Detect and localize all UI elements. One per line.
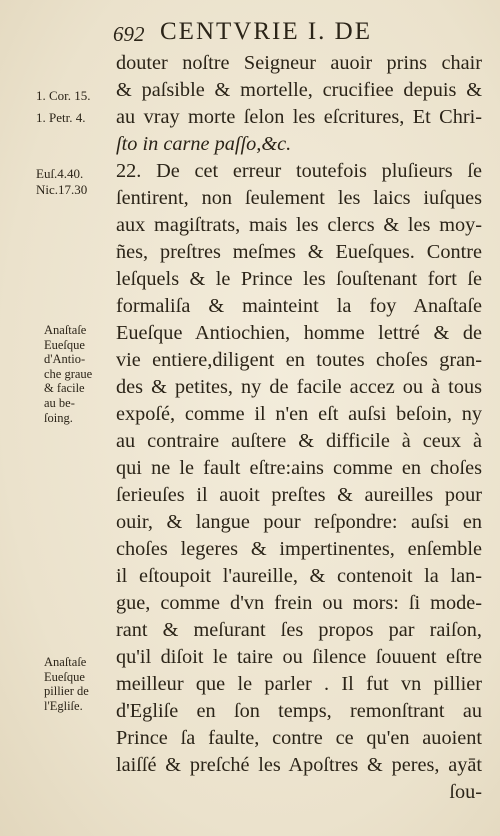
text-line: qu'il diſoit le taire ou ſilence ſouuent eſtre (116, 646, 482, 668)
page-number: 692 (113, 22, 145, 46)
text-line: choſes legeres & impertinentes, enſemble (116, 538, 482, 560)
text-line: gue, comme d'vn frein ou mors: ſi mode- (116, 592, 482, 614)
body-text (116, 50, 482, 806)
margin-ref-eus: Euſ.4.40. (36, 166, 84, 181)
text-line: Eueſque Antiochien, homme lettré & de (116, 322, 482, 344)
text-line: ñes, preſtres meſmes & Eueſques. Contre (116, 241, 482, 263)
margin-note-line: che graue (44, 366, 93, 381)
text-line: au vray morte ſelon les eſcritures, Et Chri- (116, 106, 482, 128)
text-line: ouir, & langue pour reſpondre: auſsi en (116, 511, 482, 533)
catchword: ſou- (449, 781, 482, 803)
text-line: formaliſa & mainteint la foy Anaſtaſe (116, 295, 482, 317)
text-line: vie entiere,diligent en toutes choſes gran- (116, 349, 482, 371)
margin-note-anastase-character (44, 323, 116, 425)
page-header (0, 18, 500, 48)
text-line: ſerieuſes il auoit preſtes & aureilles pour (116, 484, 482, 506)
text-line: Prince ſa faulte, contre ce qu'en auoient (116, 727, 482, 749)
running-title: CENTVRIE I. DE (160, 18, 372, 45)
margin-note-line: Eueſque (44, 669, 85, 684)
margin-note-line: Eueſque (44, 337, 85, 352)
text-line: des & petites, ny de facile accez ou à tous (116, 376, 482, 398)
text-line: expoſé, comme il n'en eſt auſsi beſoin, ny (116, 403, 482, 425)
text-line: ſto in carne paſſo,&c. (116, 133, 292, 155)
text-line: laiſſé & preſché les Apoſtres & peres, ayāt (116, 754, 482, 776)
margin-note-anastase-pillar (44, 655, 116, 713)
text-line: & paſsible & mortelle, crucifiee depuis & (116, 79, 482, 101)
margin-ref-1petr: 1. Petr. 4. (36, 110, 86, 125)
text-line: 22. De cet erreur toutefois pluſieurs ſe (116, 160, 482, 182)
text-line: douter noſtre Seigneur auoir prins chair (116, 52, 482, 74)
text-line: qui ne le fault eſtre:ains comme en choſes (116, 457, 482, 479)
margin-note-line: au be- (44, 395, 75, 410)
margin-note-line: ſoing. (44, 410, 73, 425)
margin-note-line: pillier de (44, 684, 89, 699)
margin-ref-nic: Nic.17.30 (36, 182, 88, 197)
margin-note-line: Anaſtaſe (44, 323, 87, 337)
text-line: ſentirent, non ſeulement les laics iuſques (116, 187, 482, 209)
margin-note-line: Anaſtaſe (44, 655, 87, 669)
margin-note-line: l'Egliſe. (44, 698, 83, 713)
text-line: d'Egliſe en ſon temps, remonſtrant au (116, 700, 482, 722)
text-line: il eſtoupoit l'aureille, & contenoit la lan- (116, 565, 482, 587)
text-line: leſquels & le Prince les ſouſtenant fort ſe (116, 268, 482, 290)
margin-note-line: & facile (44, 381, 85, 396)
text-line: aux magiſtrats, mais les clercs & les moy- (116, 214, 482, 236)
margin-note-line: d'Antio- (44, 352, 86, 367)
text-line: meilleur que le parler . Il fut vn pillier (116, 673, 482, 695)
margin-ref-1cor: 1. Cor. 15. (36, 88, 91, 103)
text-line: rant & meſurant ſes propos par raiſon, (116, 619, 482, 641)
text-line: au contraire auſtere & difficile à ceux à (116, 430, 482, 452)
